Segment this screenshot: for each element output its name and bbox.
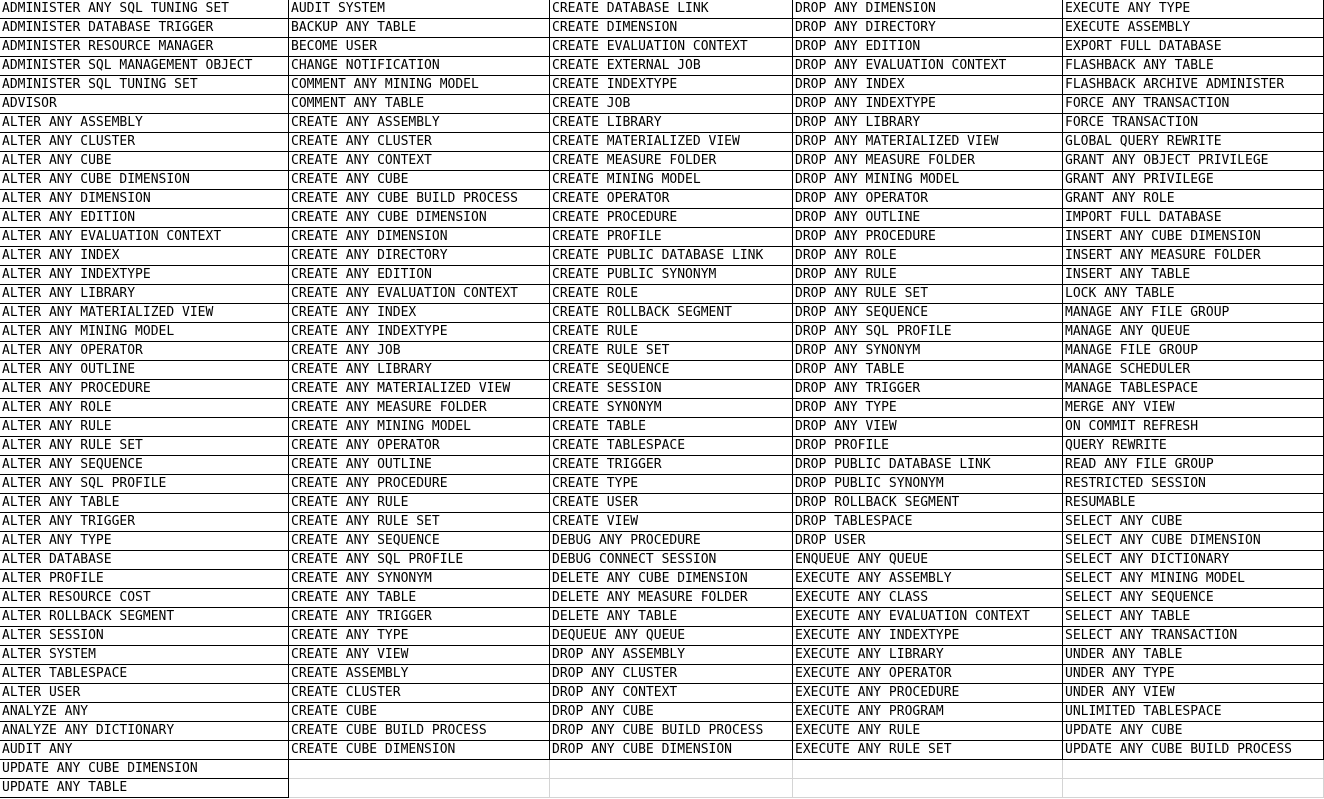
cell-d9[interactable]: DROP ANY MEASURE FOLDER	[793, 152, 1063, 171]
cell-a4[interactable]: ADMINISTER SQL MANAGEMENT OBJECT	[0, 57, 289, 76]
cell-d29[interactable]: DROP USER	[793, 532, 1063, 551]
cell-a3[interactable]: ADMINISTER RESOURCE MANAGER	[0, 38, 289, 57]
cell-d8[interactable]: DROP ANY MATERIALIZED VIEW	[793, 133, 1063, 152]
cell-b28[interactable]: CREATE ANY RULE SET	[289, 513, 550, 532]
cell-e33[interactable]: SELECT ANY TABLE	[1063, 608, 1324, 627]
cell-b32[interactable]: CREATE ANY TABLE	[289, 589, 550, 608]
cell-c35[interactable]: DROP ANY ASSEMBLY	[550, 646, 793, 665]
cell-d32[interactable]: EXECUTE ANY CLASS	[793, 589, 1063, 608]
cell-e4[interactable]: FLASHBACK ANY TABLE	[1063, 57, 1324, 76]
cell-a23[interactable]: ALTER ANY RULE	[0, 418, 289, 437]
cell-c42[interactable]	[550, 779, 793, 798]
cell-e22[interactable]: MERGE ANY VIEW	[1063, 399, 1324, 418]
cell-c20[interactable]: CREATE SEQUENCE	[550, 361, 793, 380]
cell-e5[interactable]: FLASHBACK ARCHIVE ADMINISTER	[1063, 76, 1324, 95]
cell-d34[interactable]: EXECUTE ANY INDEXTYPE	[793, 627, 1063, 646]
cell-a33[interactable]: ALTER ROLLBACK SEGMENT	[0, 608, 289, 627]
cell-e30[interactable]: SELECT ANY DICTIONARY	[1063, 551, 1324, 570]
cell-e12[interactable]: IMPORT FULL DATABASE	[1063, 209, 1324, 228]
cell-d1[interactable]: DROP ANY DIMENSION	[793, 0, 1063, 19]
cell-c7[interactable]: CREATE LIBRARY	[550, 114, 793, 133]
cell-b21[interactable]: CREATE ANY MATERIALIZED VIEW	[289, 380, 550, 399]
cell-e16[interactable]: LOCK ANY TABLE	[1063, 285, 1324, 304]
cell-b13[interactable]: CREATE ANY DIMENSION	[289, 228, 550, 247]
cell-c25[interactable]: CREATE TRIGGER	[550, 456, 793, 475]
cell-b10[interactable]: CREATE ANY CUBE	[289, 171, 550, 190]
cell-d30[interactable]: ENQUEUE ANY QUEUE	[793, 551, 1063, 570]
cell-d39[interactable]: EXECUTE ANY RULE	[793, 722, 1063, 741]
cell-d16[interactable]: DROP ANY RULE SET	[793, 285, 1063, 304]
cell-c18[interactable]: CREATE RULE	[550, 323, 793, 342]
cell-e27[interactable]: RESUMABLE	[1063, 494, 1324, 513]
cell-d3[interactable]: DROP ANY EDITION	[793, 38, 1063, 57]
cell-c3[interactable]: CREATE EVALUATION CONTEXT	[550, 38, 793, 57]
cell-e9[interactable]: GRANT ANY OBJECT PRIVILEGE	[1063, 152, 1324, 171]
cell-b2[interactable]: BACKUP ANY TABLE	[289, 19, 550, 38]
cell-a34[interactable]: ALTER SESSION	[0, 627, 289, 646]
cell-b19[interactable]: CREATE ANY JOB	[289, 342, 550, 361]
cell-d4[interactable]: DROP ANY EVALUATION CONTEXT	[793, 57, 1063, 76]
cell-c39[interactable]: DROP ANY CUBE BUILD PROCESS	[550, 722, 793, 741]
cell-b15[interactable]: CREATE ANY EDITION	[289, 266, 550, 285]
cell-a25[interactable]: ALTER ANY SEQUENCE	[0, 456, 289, 475]
cell-d20[interactable]: DROP ANY TABLE	[793, 361, 1063, 380]
cell-c31[interactable]: DELETE ANY CUBE DIMENSION	[550, 570, 793, 589]
cell-c32[interactable]: DELETE ANY MEASURE FOLDER	[550, 589, 793, 608]
cell-b17[interactable]: CREATE ANY INDEX	[289, 304, 550, 323]
cell-b29[interactable]: CREATE ANY SEQUENCE	[289, 532, 550, 551]
cell-c5[interactable]: CREATE INDEXTYPE	[550, 76, 793, 95]
cell-e8[interactable]: GLOBAL QUERY REWRITE	[1063, 133, 1324, 152]
cell-b23[interactable]: CREATE ANY MINING MODEL	[289, 418, 550, 437]
cell-b11[interactable]: CREATE ANY CUBE BUILD PROCESS	[289, 190, 550, 209]
cell-d11[interactable]: DROP ANY OPERATOR	[793, 190, 1063, 209]
cell-b24[interactable]: CREATE ANY OPERATOR	[289, 437, 550, 456]
cell-a13[interactable]: ALTER ANY EVALUATION CONTEXT	[0, 228, 289, 247]
cell-a12[interactable]: ALTER ANY EDITION	[0, 209, 289, 228]
cell-b6[interactable]: COMMENT ANY TABLE	[289, 95, 550, 114]
cell-d23[interactable]: DROP ANY VIEW	[793, 418, 1063, 437]
cell-c41[interactable]	[550, 760, 793, 779]
cell-d14[interactable]: DROP ANY ROLE	[793, 247, 1063, 266]
cell-c21[interactable]: CREATE SESSION	[550, 380, 793, 399]
cell-b39[interactable]: CREATE CUBE BUILD PROCESS	[289, 722, 550, 741]
cell-a14[interactable]: ALTER ANY INDEX	[0, 247, 289, 266]
cell-c17[interactable]: CREATE ROLLBACK SEGMENT	[550, 304, 793, 323]
cell-e23[interactable]: ON COMMIT REFRESH	[1063, 418, 1324, 437]
cell-c12[interactable]: CREATE PROCEDURE	[550, 209, 793, 228]
cell-c2[interactable]: CREATE DIMENSION	[550, 19, 793, 38]
cell-d12[interactable]: DROP ANY OUTLINE	[793, 209, 1063, 228]
cell-b38[interactable]: CREATE CUBE	[289, 703, 550, 722]
cell-a9[interactable]: ALTER ANY CUBE	[0, 152, 289, 171]
cell-c6[interactable]: CREATE JOB	[550, 95, 793, 114]
cell-a35[interactable]: ALTER SYSTEM	[0, 646, 289, 665]
cell-c14[interactable]: CREATE PUBLIC DATABASE LINK	[550, 247, 793, 266]
cell-e29[interactable]: SELECT ANY CUBE DIMENSION	[1063, 532, 1324, 551]
cell-d31[interactable]: EXECUTE ANY ASSEMBLY	[793, 570, 1063, 589]
cell-b3[interactable]: BECOME USER	[289, 38, 550, 57]
cell-e37[interactable]: UNDER ANY VIEW	[1063, 684, 1324, 703]
cell-b9[interactable]: CREATE ANY CONTEXT	[289, 152, 550, 171]
cell-a40[interactable]: AUDIT ANY	[0, 741, 289, 760]
cell-a32[interactable]: ALTER RESOURCE COST	[0, 589, 289, 608]
cell-c37[interactable]: DROP ANY CONTEXT	[550, 684, 793, 703]
cell-c9[interactable]: CREATE MEASURE FOLDER	[550, 152, 793, 171]
cell-c15[interactable]: CREATE PUBLIC SYNONYM	[550, 266, 793, 285]
cell-c19[interactable]: CREATE RULE SET	[550, 342, 793, 361]
cell-d28[interactable]: DROP TABLESPACE	[793, 513, 1063, 532]
cell-b20[interactable]: CREATE ANY LIBRARY	[289, 361, 550, 380]
cell-e11[interactable]: GRANT ANY ROLE	[1063, 190, 1324, 209]
cell-d36[interactable]: EXECUTE ANY OPERATOR	[793, 665, 1063, 684]
cell-e3[interactable]: EXPORT FULL DATABASE	[1063, 38, 1324, 57]
cell-e13[interactable]: INSERT ANY CUBE DIMENSION	[1063, 228, 1324, 247]
cell-d5[interactable]: DROP ANY INDEX	[793, 76, 1063, 95]
cell-e32[interactable]: SELECT ANY SEQUENCE	[1063, 589, 1324, 608]
cell-e20[interactable]: MANAGE SCHEDULER	[1063, 361, 1324, 380]
cell-b34[interactable]: CREATE ANY TYPE	[289, 627, 550, 646]
cell-e26[interactable]: RESTRICTED SESSION	[1063, 475, 1324, 494]
cell-a17[interactable]: ALTER ANY MATERIALIZED VIEW	[0, 304, 289, 323]
cell-a36[interactable]: ALTER TABLESPACE	[0, 665, 289, 684]
cell-c22[interactable]: CREATE SYNONYM	[550, 399, 793, 418]
cell-c36[interactable]: DROP ANY CLUSTER	[550, 665, 793, 684]
cell-e35[interactable]: UNDER ANY TABLE	[1063, 646, 1324, 665]
cell-d7[interactable]: DROP ANY LIBRARY	[793, 114, 1063, 133]
cell-a11[interactable]: ALTER ANY DIMENSION	[0, 190, 289, 209]
cell-b37[interactable]: CREATE CLUSTER	[289, 684, 550, 703]
cell-d10[interactable]: DROP ANY MINING MODEL	[793, 171, 1063, 190]
cell-a26[interactable]: ALTER ANY SQL PROFILE	[0, 475, 289, 494]
cell-c24[interactable]: CREATE TABLESPACE	[550, 437, 793, 456]
cell-a24[interactable]: ALTER ANY RULE SET	[0, 437, 289, 456]
cell-a1[interactable]: ADMINISTER ANY SQL TUNING SET	[0, 0, 289, 19]
cell-e25[interactable]: READ ANY FILE GROUP	[1063, 456, 1324, 475]
cell-d25[interactable]: DROP PUBLIC DATABASE LINK	[793, 456, 1063, 475]
cell-b4[interactable]: CHANGE NOTIFICATION	[289, 57, 550, 76]
cell-e42[interactable]	[1063, 779, 1324, 798]
cell-d2[interactable]: DROP ANY DIRECTORY	[793, 19, 1063, 38]
cell-b33[interactable]: CREATE ANY TRIGGER	[289, 608, 550, 627]
cell-c13[interactable]: CREATE PROFILE	[550, 228, 793, 247]
cell-b1[interactable]: AUDIT SYSTEM	[289, 0, 550, 19]
cell-c30[interactable]: DEBUG CONNECT SESSION	[550, 551, 793, 570]
cell-b8[interactable]: CREATE ANY CLUSTER	[289, 133, 550, 152]
cell-b14[interactable]: CREATE ANY DIRECTORY	[289, 247, 550, 266]
cell-c29[interactable]: DEBUG ANY PROCEDURE	[550, 532, 793, 551]
cell-b41[interactable]	[289, 760, 550, 779]
cell-c34[interactable]: DEQUEUE ANY QUEUE	[550, 627, 793, 646]
cell-d24[interactable]: DROP PROFILE	[793, 437, 1063, 456]
cell-d15[interactable]: DROP ANY RULE	[793, 266, 1063, 285]
cell-d18[interactable]: DROP ANY SQL PROFILE	[793, 323, 1063, 342]
cell-a21[interactable]: ALTER ANY PROCEDURE	[0, 380, 289, 399]
cell-a31[interactable]: ALTER PROFILE	[0, 570, 289, 589]
cell-d17[interactable]: DROP ANY SEQUENCE	[793, 304, 1063, 323]
cell-d21[interactable]: DROP ANY TRIGGER	[793, 380, 1063, 399]
cell-c16[interactable]: CREATE ROLE	[550, 285, 793, 304]
cell-a2[interactable]: ADMINISTER DATABASE TRIGGER	[0, 19, 289, 38]
cell-d42[interactable]	[793, 779, 1063, 798]
cell-d6[interactable]: DROP ANY INDEXTYPE	[793, 95, 1063, 114]
cell-b22[interactable]: CREATE ANY MEASURE FOLDER	[289, 399, 550, 418]
cell-e6[interactable]: FORCE ANY TRANSACTION	[1063, 95, 1324, 114]
cell-a7[interactable]: ALTER ANY ASSEMBLY	[0, 114, 289, 133]
cell-a19[interactable]: ALTER ANY OPERATOR	[0, 342, 289, 361]
cell-e17[interactable]: MANAGE ANY FILE GROUP	[1063, 304, 1324, 323]
cell-a29[interactable]: ALTER ANY TYPE	[0, 532, 289, 551]
cell-d41[interactable]	[793, 760, 1063, 779]
cell-e14[interactable]: INSERT ANY MEASURE FOLDER	[1063, 247, 1324, 266]
cell-d37[interactable]: EXECUTE ANY PROCEDURE	[793, 684, 1063, 703]
cell-b40[interactable]: CREATE CUBE DIMENSION	[289, 741, 550, 760]
cell-a22[interactable]: ALTER ANY ROLE	[0, 399, 289, 418]
cell-d40[interactable]: EXECUTE ANY RULE SET	[793, 741, 1063, 760]
cell-b31[interactable]: CREATE ANY SYNONYM	[289, 570, 550, 589]
cell-d38[interactable]: EXECUTE ANY PROGRAM	[793, 703, 1063, 722]
cell-b7[interactable]: CREATE ANY ASSEMBLY	[289, 114, 550, 133]
cell-c28[interactable]: CREATE VIEW	[550, 513, 793, 532]
cell-a5[interactable]: ADMINISTER SQL TUNING SET	[0, 76, 289, 95]
cell-e10[interactable]: GRANT ANY PRIVILEGE	[1063, 171, 1324, 190]
cell-b35[interactable]: CREATE ANY VIEW	[289, 646, 550, 665]
cell-d33[interactable]: EXECUTE ANY EVALUATION CONTEXT	[793, 608, 1063, 627]
cell-c11[interactable]: CREATE OPERATOR	[550, 190, 793, 209]
cell-c10[interactable]: CREATE MINING MODEL	[550, 171, 793, 190]
cell-c40[interactable]: DROP ANY CUBE DIMENSION	[550, 741, 793, 760]
cell-c33[interactable]: DELETE ANY TABLE	[550, 608, 793, 627]
cell-a39[interactable]: ANALYZE ANY DICTIONARY	[0, 722, 289, 741]
cell-b5[interactable]: COMMENT ANY MINING MODEL	[289, 76, 550, 95]
cell-d13[interactable]: DROP ANY PROCEDURE	[793, 228, 1063, 247]
cell-e40[interactable]: UPDATE ANY CUBE BUILD PROCESS	[1063, 741, 1324, 760]
cell-a42[interactable]: UPDATE ANY TABLE	[0, 779, 289, 798]
cell-d19[interactable]: DROP ANY SYNONYM	[793, 342, 1063, 361]
cell-b18[interactable]: CREATE ANY INDEXTYPE	[289, 323, 550, 342]
cell-b16[interactable]: CREATE ANY EVALUATION CONTEXT	[289, 285, 550, 304]
cell-d26[interactable]: DROP PUBLIC SYNONYM	[793, 475, 1063, 494]
cell-a20[interactable]: ALTER ANY OUTLINE	[0, 361, 289, 380]
cell-c8[interactable]: CREATE MATERIALIZED VIEW	[550, 133, 793, 152]
cell-b26[interactable]: CREATE ANY PROCEDURE	[289, 475, 550, 494]
cell-e34[interactable]: SELECT ANY TRANSACTION	[1063, 627, 1324, 646]
cell-e18[interactable]: MANAGE ANY QUEUE	[1063, 323, 1324, 342]
cell-e1[interactable]: EXECUTE ANY TYPE	[1063, 0, 1324, 19]
cell-a41[interactable]: UPDATE ANY CUBE DIMENSION	[0, 760, 289, 779]
cell-e36[interactable]: UNDER ANY TYPE	[1063, 665, 1324, 684]
cell-a27[interactable]: ALTER ANY TABLE	[0, 494, 289, 513]
cell-e41[interactable]	[1063, 760, 1324, 779]
cell-a16[interactable]: ALTER ANY LIBRARY	[0, 285, 289, 304]
cell-a18[interactable]: ALTER ANY MINING MODEL	[0, 323, 289, 342]
cell-a37[interactable]: ALTER USER	[0, 684, 289, 703]
cell-b25[interactable]: CREATE ANY OUTLINE	[289, 456, 550, 475]
cell-b27[interactable]: CREATE ANY RULE	[289, 494, 550, 513]
cell-e7[interactable]: FORCE TRANSACTION	[1063, 114, 1324, 133]
cell-d22[interactable]: DROP ANY TYPE	[793, 399, 1063, 418]
cell-b12[interactable]: CREATE ANY CUBE DIMENSION	[289, 209, 550, 228]
cell-b42[interactable]	[289, 779, 550, 798]
cell-a10[interactable]: ALTER ANY CUBE DIMENSION	[0, 171, 289, 190]
cell-a38[interactable]: ANALYZE ANY	[0, 703, 289, 722]
cell-a15[interactable]: ALTER ANY INDEXTYPE	[0, 266, 289, 285]
cell-e39[interactable]: UPDATE ANY CUBE	[1063, 722, 1324, 741]
cell-b30[interactable]: CREATE ANY SQL PROFILE	[289, 551, 550, 570]
cell-b36[interactable]: CREATE ASSEMBLY	[289, 665, 550, 684]
cell-c27[interactable]: CREATE USER	[550, 494, 793, 513]
cell-e21[interactable]: MANAGE TABLESPACE	[1063, 380, 1324, 399]
cell-e28[interactable]: SELECT ANY CUBE	[1063, 513, 1324, 532]
cell-e2[interactable]: EXECUTE ASSEMBLY	[1063, 19, 1324, 38]
cell-e24[interactable]: QUERY REWRITE	[1063, 437, 1324, 456]
cell-e19[interactable]: MANAGE FILE GROUP	[1063, 342, 1324, 361]
cell-a30[interactable]: ALTER DATABASE	[0, 551, 289, 570]
cell-a6[interactable]: ADVISOR	[0, 95, 289, 114]
cell-e31[interactable]: SELECT ANY MINING MODEL	[1063, 570, 1324, 589]
cell-d35[interactable]: EXECUTE ANY LIBRARY	[793, 646, 1063, 665]
cell-a28[interactable]: ALTER ANY TRIGGER	[0, 513, 289, 532]
cell-d27[interactable]: DROP ROLLBACK SEGMENT	[793, 494, 1063, 513]
cell-c4[interactable]: CREATE EXTERNAL JOB	[550, 57, 793, 76]
cell-c23[interactable]: CREATE TABLE	[550, 418, 793, 437]
cell-c1[interactable]: CREATE DATABASE LINK	[550, 0, 793, 19]
cell-e15[interactable]: INSERT ANY TABLE	[1063, 266, 1324, 285]
cell-e38[interactable]: UNLIMITED TABLESPACE	[1063, 703, 1324, 722]
cell-a8[interactable]: ALTER ANY CLUSTER	[0, 133, 289, 152]
cell-c26[interactable]: CREATE TYPE	[550, 475, 793, 494]
cell-c38[interactable]: DROP ANY CUBE	[550, 703, 793, 722]
